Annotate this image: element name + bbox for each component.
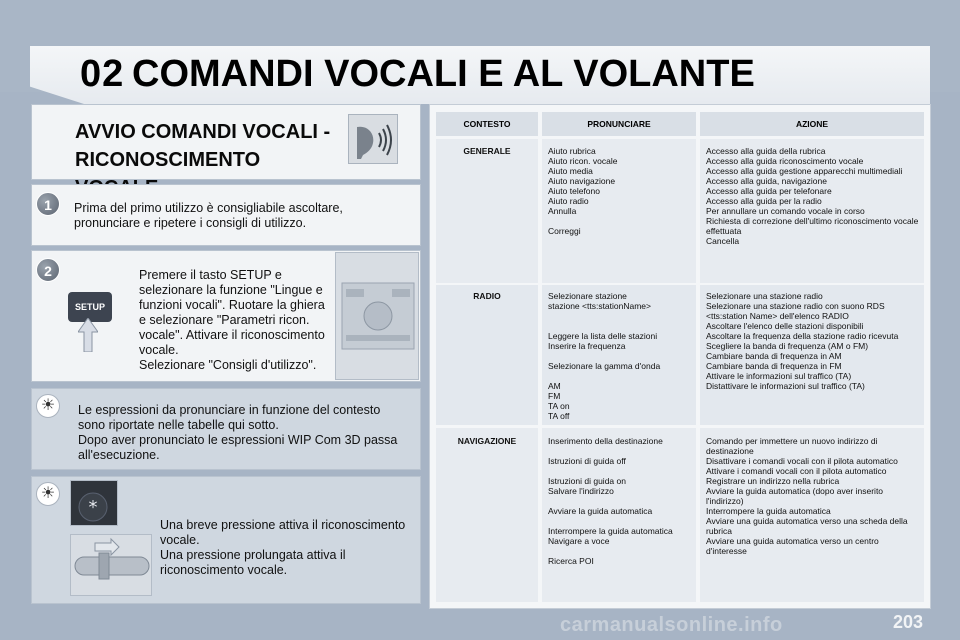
table-cell-say: Inserimento della destinazione Istruzioni di guida off Istruzioni di guida on Salvare l'indirizzo Avviare la guida automatica Interrompere la guida automatica Navigare a voce Ricerca POI: [548, 436, 673, 566]
steering-stalk-image: [70, 534, 152, 596]
page-number: 203: [893, 612, 924, 632]
table-header-action: AZIONE: [700, 112, 924, 136]
page-title: COMANDI VOCALI E AL VOLANTE: [132, 53, 755, 95]
setup-button-illustration: SETUP: [68, 292, 112, 322]
watermark: carmanualsonline.info: [560, 614, 783, 636]
table-cell-say: Aiuto rubrica Aiuto ricon. vocale Aiuto media Aiuto navigazione Aiuto telefono Aiuto radio Annulla Correggi: [548, 146, 618, 236]
step-number-badge: 2: [36, 258, 60, 282]
chapter-number: 02: [80, 53, 125, 95]
tip-icon: ☀: [36, 482, 60, 506]
table-cell-action: Accesso alla guida della rubrica Accesso alla guida riconoscimento vocale Accesso alla guida gestione apparecchi multimediali Accesso alla guida, navigazione Accesso alla guida per telefonare Accesso alla guida per la radio Per annullare un comando vocale in corso Richiesta di correzione dell'ultimo riconoscimento vocale effettuata Cancella: [706, 146, 919, 246]
table-header-context: CONTESTO: [436, 112, 538, 136]
svg-text:*: *: [88, 497, 98, 518]
tip-1-text: Le espressioni da pronunciare in funzione del contesto sono riportate nelle tabelle qui sotto. Dopo aver pronunciato le espressioni WIP Com 3D passa all'esecuzione.: [78, 403, 398, 462]
table-cell-context: GENERALE: [463, 146, 511, 156]
step-2-text: Premere il tasto SETUP e selezionare la funzione "Lingue e funzioni vocali". Ruotare la ghiera e selezionare "Parametri ricon. vocale". Attivare il riconoscimento vocale. Selezionare "Consigli d'utilizzo".: [139, 268, 325, 372]
table-header-say: PRONUNCIARE: [542, 112, 696, 136]
step-1-text: Prima del primo utilizzo è consigliabile ascoltare, pronunciare e ripetere i consigli di utilizzo.: [74, 201, 343, 230]
step-number-badge: 1: [36, 192, 60, 216]
voice-recognition-icon: [348, 114, 398, 164]
section-title: AVVIO COMANDI VOCALI - RICONOSCIMENTO: [75, 121, 331, 171]
steering-wheel-button-image: [70, 480, 118, 526]
radio-unit-image: [335, 252, 419, 380]
table-row: [436, 285, 538, 425]
table-cell-action: Selezionare una stazione radio Selezionare una stazione radio con suono RDS <tts:station Name> dell'elenco RADIO Ascoltare l'elenco delle stazioni disponibili Ascoltare la frequenza della stazione radio ricevuta Scegliere la banda di frequenza (AM o FM) Cambiare banda di frequenza in AM Cambiare banda di frequenza in FM Attivare le informazioni sul traffico (TA) Distattivare le informazioni sul traffico (TA): [706, 291, 899, 391]
table-row: [436, 428, 538, 602]
table-cell-action: Comando per immettere un nuovo indirizzo di destinazione Disattivare i comandi vocali con il pilota automatico Attivare i comandi vocali con il pilota automatico Registrare un indirizzo nella rubrica Avviare la guida automatica (dopo aver inserito l'indirizzo) Interrompere la guida automatica Avviare una guida automatica verso una scheda della rubrica Avviare una guida automatica verso un centro d'interesse: [706, 436, 908, 556]
table-row: [436, 139, 538, 283]
table-cell-context: NAVIGAZIONE: [457, 436, 517, 446]
press-arrow-icon: [78, 318, 98, 352]
tip-2-text: Una breve pressione attiva il riconoscimento vocale. Una pressione prolungata attiva il riconoscimento vocale.: [160, 518, 406, 577]
table-cell-context: RADIO: [473, 291, 501, 301]
tip-icon: ☀: [36, 394, 60, 418]
table-cell-say: Selezionare stazione stazione <tts:stationName> Leggere la lista delle stazioni Inserire la frequenza Selezionare la gamma d'onda AM FM TA on TA off: [548, 291, 661, 421]
